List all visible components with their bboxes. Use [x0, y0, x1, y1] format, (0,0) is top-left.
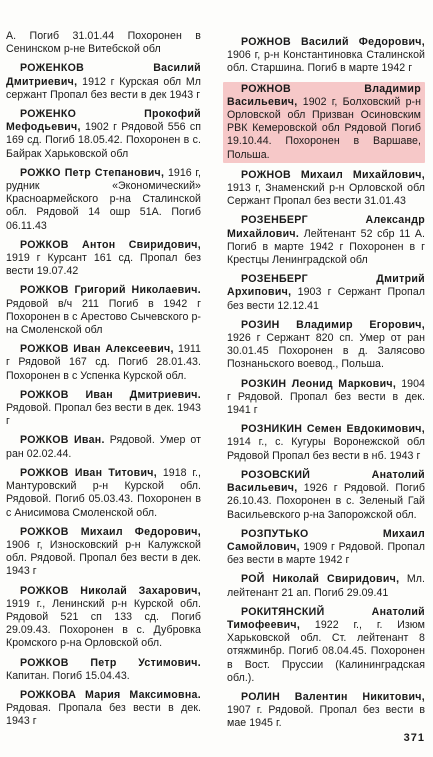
entry: [6, 467, 201, 520]
left-column: [6, 30, 201, 735]
entry: [6, 30, 201, 56]
entry-name: РОКИТЯНСКИЙ Анатолий Тимофеевич,: [227, 605, 425, 631]
entry-text: 1926 г Рядовой. Погиб 26.10.43. Похоронен в с. Зеленый Гай Васильевского р-на Запорожской обл.: [227, 482, 426, 521]
entry: [227, 423, 425, 463]
entry: [227, 573, 425, 599]
entry-text: 1903 г Сержант Пропал без вести 12.12.41: [227, 286, 425, 312]
entry-name: РОЖКОВ Николай Захарович,: [20, 584, 201, 597]
entry-name: РОЗНИКИН Семен Евдокимович,: [241, 423, 425, 436]
entry-text: Рядовой в/ч 211 Погиб в 1942 г Похоронен в с Арестово Сычевского р-на Смоленской обл: [6, 297, 201, 337]
entry-name: РОЖКОВ Григорий Николаевич.: [20, 284, 201, 297]
entry: [227, 528, 425, 568]
entry: [6, 434, 201, 460]
page-number: 371: [403, 732, 425, 744]
entry-text: Рядовая. Пропала без вести в дек. 1943 г: [6, 702, 201, 728]
entry: [227, 606, 425, 685]
entry-text: 1912 г Курская обл Мл сержант Пропал без вести в дек 1943 г: [6, 75, 201, 101]
entry-text: 1916 г, рудник «Экономический» Красноармейского р-на Сталинской обл. Рядовой 14 ошр 51А. Погиб 06.11.43: [6, 166, 202, 232]
entry-text: А. Погиб 31.01.44 Похоронен в Сенинском р-не Витебской обл: [6, 30, 201, 56]
entry: [6, 657, 201, 683]
entry-name: РОЖКОВ Петр Устимович.: [20, 656, 201, 669]
entry-name: РОЙ Николай Свиридович,: [241, 573, 400, 586]
entry-name: РОЖКОВ Иван.: [20, 434, 105, 447]
entry-text: 1902 г, Болховский р-н Орловской обл Призван Осиновским РВК Кемеровской обл Рядовой Погиб 19.10.44. Похоронен в Варшаве, Польша.: [227, 95, 421, 161]
entry: [227, 36, 425, 76]
entry: [6, 284, 201, 337]
entry: [227, 214, 425, 267]
entry-name: РОЗОВСКИЙ Анатолий Васильевич,: [227, 468, 425, 495]
entry: [6, 526, 201, 579]
entry-name: РОЖЕНКО Прокофий Мефодьевич,: [6, 108, 201, 134]
entry-name: РОЖНОВ Владимир Васильевич,: [227, 82, 421, 108]
entry-text: 1904 г Рядовой. Пропал без вести в дек. 1941 г: [227, 377, 425, 417]
entry-name: РОЖКОВ Иван Титович,: [20, 466, 157, 479]
entry: [6, 167, 201, 233]
entry-name: РОЖЕНКОВ Василий Дмитриевич,: [6, 62, 201, 88]
entry-text: Рядовой. Умер от ран 02.02.44.: [6, 434, 201, 460]
entry-text: 1911 г Рядовой 167 сд. Погиб 28.01.43. Похоронен в с Успенка Курской обл.: [6, 343, 201, 382]
entry-text: 1906 г, р-н Константиновка Сталинской обл. Старшина. Погиб в марте 1942 г: [227, 49, 425, 75]
entry-text: 1919 г., Ленинский р-н Курской обл. Рядовой 521 сп 133 сд. Погиб 29.09.43. Похоронен в с. Дубровка Кромского р-на Орловской обл.: [6, 597, 201, 650]
entry-text: 1918 г., Мантуровский р-н Курской обл. Рядовой. Погиб 05.03.43. Похоронен в с Анисимова Смоленской обл.: [6, 466, 201, 519]
entry-text: Рядовой. Пропал без вести в дек. 1943 г: [6, 402, 201, 428]
entry-text: 1907 г. Рядовой. Пропал без вести в мае 1945 г.: [227, 704, 425, 730]
entry-name: РОЗЕНБЕРГ Александр Михайлович.: [227, 214, 425, 240]
entry-name: РОЖКОВ Иван Дмитриевич.: [20, 388, 201, 401]
entry: [227, 273, 425, 313]
entry: [6, 585, 201, 651]
entry-name: РОЖКОВ Михаил Федорович,: [20, 525, 201, 538]
entry-text: 1906 г, Износковский р-н Калужской обл. Рядовой. Пропал без вести в дек. 1943 г: [6, 538, 201, 578]
entry-name: РОЖНОВ Михаил Михайлович,: [241, 168, 425, 181]
entry-name: РОЗИН Владимир Егорович,: [241, 318, 425, 331]
entry-name: РОЖНОВ Василий Федорович,: [241, 36, 425, 48]
entry-name: РОЖКО Петр Степанович,: [20, 166, 165, 179]
entry-text: Капитан. Погиб 15.04.43.: [6, 669, 130, 682]
entry-text: 1919 г Курсант 161 сд. Пропал без вести 19.07.42: [6, 252, 201, 278]
entry: [6, 343, 201, 383]
entry-name: РОЖКОВА Мария Максимовна.: [20, 688, 201, 701]
highlighted-entry: [223, 82, 425, 163]
entry-text: Мл. лейтенант 21 ап. Погиб 29.09.41: [227, 573, 425, 599]
entry-name: РОЛИН Валентин Никитович,: [241, 690, 425, 703]
entry-name: РОЖКОВ Иван Алексеевич,: [20, 343, 174, 356]
entry: [6, 62, 201, 102]
entry-name: РОЗКИН Леонид Маркович,: [241, 377, 397, 390]
entry-text: Лейтенант 52 сбр 11 А. Погиб в марте 1942 г Похоронен в г Крестцы Ленинградской обл: [227, 227, 425, 267]
entry-text: 1922 г., г. Изюм Харьковской обл. Ст. лейтенант 8 отяжминбр. Погиб 08.04.45. Похоронен в Вост. Пруссии (Калининградская обл.).: [227, 618, 426, 684]
entry: [227, 691, 425, 731]
entry: [6, 689, 201, 729]
entry-text: 1913 г, Знаменский р-н Орловской обл Сержант Пропал без вести 31.01.43: [227, 182, 425, 208]
entry-text: 1926 г Сержант 820 сп. Умер от ран 30.01.45 Похоронен в д. Залясово Познаньского воевод., Польша.: [227, 332, 425, 371]
entry-name: РОЖКОВ Антон Свиридович,: [20, 238, 201, 251]
entry: [227, 169, 425, 209]
entry: [227, 469, 425, 522]
entry: [6, 239, 201, 279]
entry: [227, 378, 425, 418]
entry-text: 1902 г Рядовой 556 сп 169 сд. Погиб 18.05.42. Похоронен в с. Байрак Харьковской обл: [6, 121, 201, 160]
entry: [6, 389, 201, 429]
entry-name: РОЗЕНБЕРГ Дмитрий Архипович,: [227, 273, 425, 299]
right-column: [227, 36, 425, 737]
entry-text: 1914 г., с. Кугуры Воронежской обл Рядовой Пропал без вести в нб. 1943 г: [227, 436, 425, 462]
entry: [227, 319, 425, 372]
entry-text: 1909 г Рядовой. Пропал без вести в марте 1942 г: [227, 540, 425, 567]
entry-name: РОЗПУТЬКО Михаил Самойлович,: [227, 527, 425, 553]
entry: [6, 108, 201, 161]
